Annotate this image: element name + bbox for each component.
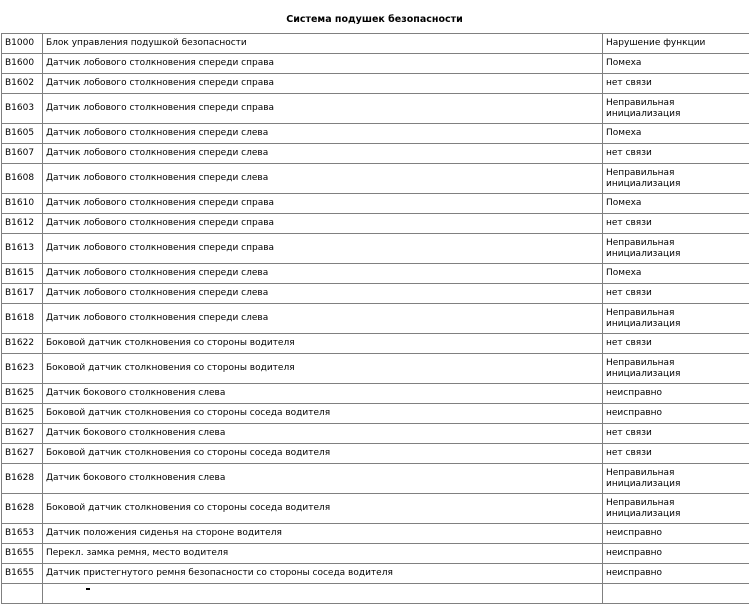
description-cell: Датчик бокового столкновения слева — [43, 424, 603, 444]
status-cell: нет связи — [603, 444, 749, 464]
description-cell: Перекл. замка ремня, место водителя — [43, 544, 603, 564]
table-row — [1, 564, 749, 584]
code-cell: B1623 — [1, 354, 43, 384]
status-cell: Помеха — [603, 124, 749, 144]
status-cell: нет связи — [603, 284, 749, 304]
code-cell: B1615 — [1, 264, 43, 284]
table-row — [1, 164, 749, 194]
code-cell: B1603 — [1, 94, 43, 124]
description-cell: Датчик бокового столкновения слева — [43, 464, 603, 494]
table-row-partial — [1, 584, 749, 604]
description-cell: Блок управления подушкой безопасности — [43, 33, 603, 54]
description-cell: Датчик лобового столкновения спереди слева — [43, 264, 603, 284]
description-cell: Датчик лобового столкновения спереди справа — [43, 54, 603, 74]
status-cell: неисправно — [603, 524, 749, 544]
table-row — [1, 544, 749, 564]
status-cell: Неправильная инициализация — [603, 494, 749, 524]
description-cell: Датчик бокового столкновения слева — [43, 384, 603, 404]
description-cell: Датчик лобового столкновения спереди справа — [43, 214, 603, 234]
table-row — [1, 354, 749, 384]
status-cell: нет связи — [603, 74, 749, 94]
code-cell: B1625 — [1, 384, 43, 404]
table-row — [1, 494, 749, 524]
status-cell: нет связи — [603, 144, 749, 164]
description-cell: Датчик лобового столкновения спереди справа — [43, 194, 603, 214]
code-cell: B1000 — [1, 33, 43, 54]
empty-cell — [43, 584, 603, 604]
code-cell: B1610 — [1, 194, 43, 214]
status-cell: Неправильная инициализация — [603, 234, 749, 264]
description-cell: Датчик лобового столкновения спереди справа — [43, 94, 603, 124]
table-row — [1, 124, 749, 144]
code-cell: B1627 — [1, 444, 43, 464]
code-cell: B1655 — [1, 564, 43, 584]
status-cell: неисправно — [603, 384, 749, 404]
description-cell: Датчик лобового столкновения спереди слева — [43, 284, 603, 304]
table-row — [1, 214, 749, 234]
table-row — [1, 144, 749, 164]
text-fragment — [86, 588, 90, 590]
table-row — [1, 444, 749, 464]
status-cell: нет связи — [603, 214, 749, 234]
table-row — [1, 54, 749, 74]
status-cell: Нарушение функции — [603, 33, 749, 54]
table-row — [1, 33, 749, 54]
status-cell: нет связи — [603, 334, 749, 354]
status-cell: Помеха — [603, 54, 749, 74]
table-row — [1, 284, 749, 304]
empty-cell — [1, 584, 43, 604]
table-row — [1, 94, 749, 124]
description-cell: Боковой датчик столкновения со стороны соседа водителя — [43, 494, 603, 524]
status-cell: Неправильная инициализация — [603, 464, 749, 494]
table-row — [1, 74, 749, 94]
table-row — [1, 524, 749, 544]
description-cell: Датчик лобового столкновения спереди слева — [43, 124, 603, 144]
empty-cell — [603, 584, 749, 604]
code-cell: B1608 — [1, 164, 43, 194]
fault-code-table — [1, 33, 749, 604]
description-cell: Датчик положения сиденья на стороне водителя — [43, 524, 603, 544]
status-cell: нет связи — [603, 424, 749, 444]
status-cell: Неправильная инициализация — [603, 354, 749, 384]
status-cell: неисправно — [603, 544, 749, 564]
description-cell: Датчик пристегнутого ремня безопасности со стороны соседа водителя — [43, 564, 603, 584]
description-cell: Датчик лобового столкновения спереди справа — [43, 234, 603, 264]
status-cell: Неправильная инициализация — [603, 304, 749, 334]
status-cell: Неправильная инициализация — [603, 164, 749, 194]
table-row — [1, 404, 749, 424]
document-title: Система подушек безопасности — [286, 14, 463, 25]
table-row — [1, 194, 749, 214]
code-cell: B1618 — [1, 304, 43, 334]
code-cell: B1617 — [1, 284, 43, 304]
description-cell: Боковой датчик столкновения со стороны соседа водителя — [43, 404, 603, 424]
code-cell: B1625 — [1, 404, 43, 424]
table-row — [1, 384, 749, 404]
code-cell: B1600 — [1, 54, 43, 74]
code-cell: B1653 — [1, 524, 43, 544]
code-cell: B1622 — [1, 334, 43, 354]
table-row — [1, 334, 749, 354]
status-cell: Помеха — [603, 264, 749, 284]
status-cell: неисправно — [603, 564, 749, 584]
status-cell: Помеха — [603, 194, 749, 214]
table-row — [1, 304, 749, 334]
description-cell: Датчик лобового столкновения спереди справа — [43, 74, 603, 94]
description-cell: Боковой датчик столкновения со стороны водителя — [43, 354, 603, 384]
description-cell: Боковой датчик столкновения со стороны соседа водителя — [43, 444, 603, 464]
code-cell: B1628 — [1, 464, 43, 494]
status-cell: Неправильная инициализация — [603, 94, 749, 124]
code-cell: B1628 — [1, 494, 43, 524]
description-cell: Датчик лобового столкновения спереди слева — [43, 144, 603, 164]
status-cell: неисправно — [603, 404, 749, 424]
code-cell: B1607 — [1, 144, 43, 164]
code-cell: B1655 — [1, 544, 43, 564]
description-cell: Датчик лобового столкновения спереди слева — [43, 164, 603, 194]
code-cell: B1613 — [1, 234, 43, 264]
code-cell: B1612 — [1, 214, 43, 234]
description-cell: Боковой датчик столкновения со стороны водителя — [43, 334, 603, 354]
table-row — [1, 464, 749, 494]
code-cell: B1605 — [1, 124, 43, 144]
code-cell: B1602 — [1, 74, 43, 94]
description-cell: Датчик лобового столкновения спереди слева — [43, 304, 603, 334]
table-row — [1, 234, 749, 264]
code-cell: B1627 — [1, 424, 43, 444]
table-row — [1, 424, 749, 444]
table-row — [1, 264, 749, 284]
